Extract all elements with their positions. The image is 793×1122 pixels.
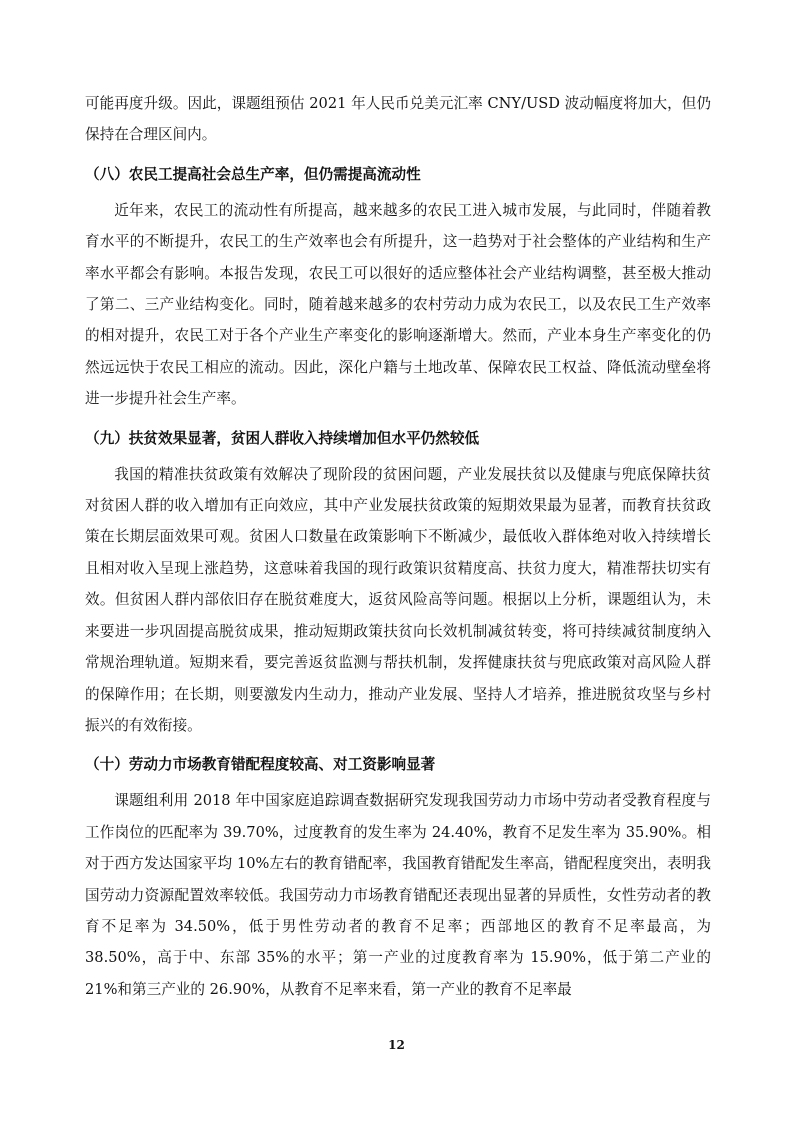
section-heading-10: （十）劳动力市场教育错配程度较高、对工资影响显著 — [85, 756, 436, 774]
section-paragraph-9: 我国的精准扶贫政策有效解决了现阶段的贫困问题，产业发展扶贫以及健康与兜底保障扶贫对贫困人群的收入增加有正向效应，其中产业发展扶贫政策的短期效果最为显著，而教育扶贫政策在长期层面效果可观。贫困人口数量在政策影响下不断减少，最低收入群体绝对收入持续增长且相对收入呈现上涨趋势，这意味着我国的现行政策识贫精度高、扶贫力度大，精准帮扶切实有效。但贫困人群内部依旧存在脱贫难度大，返贫风险高等问题。根据以上分析，课题组认为，未来要进一步巩固提高脱贫成果，推动短期政策扶贫向长效机制减贫转变，将可持续减贫制度纳入常规治理轨道。短期来看，要完善返贫监测与帮扶机制，发挥健康扶贫与兜底政策对高风险人群的保障作用；在长期，则要激发内生动力，推动产业发展、坚持人才培养，推进脱贫攻坚与乡村振兴的有效衔接。 — [85, 465, 711, 734]
section-heading-9: （九）扶贫效果显著，贫困人群收入持续增加但水平仍然较低 — [85, 429, 480, 447]
section-heading-8: （八）农民工提高社会总生产率，但仍需提高流动性 — [85, 165, 421, 183]
page-number: 12 — [388, 1038, 405, 1052]
document-page — [85, 88, 711, 1005]
paragraph-continuation: 可能再度升级。因此，课题组预估 2021 年人民币兑美元汇率 CNY/USD 波动幅度将加大，但仍保持在合理区间内。 — [85, 95, 711, 144]
section-paragraph-10: 课题组利用 2018 年中国家庭追踪调查数据研究发现我国劳动力市场中劳动者受教育程度与工作岗位的匹配率为 39.70%，过度教育的发生率为 24.40%，教育不足发生率为 35.90%。相对于西方发达国家平均 10%左右的教育错配率，我国教育错配发生率高，错配程度突出，表明我国劳动力资源配置效率较低。我国劳动力市场教育错配还表现出显著的异质性，女性劳动者的教育不足率为 34.50%，低于男性劳动者的教育不足率；西部地区的教育不足率最高，为 38.50%，高于中、东部 35%的水平；第一产业的过度教育率为 15.90%，低于第二产业的 21%和第三产业的 26.90%，从教育不足率来看，第一产业的教育不足率最 — [85, 792, 711, 998]
section-paragraph-8: 近年来，农民工的流动性有所提高，越来越多的农民工进入城市发展，与此同时，伴随着教育水平的不断提升，农民工的生产效率也会有所提升，这一趋势对于社会整体的产业结构和生产率水平都会有影响。本报告发现，农民工可以很好的适应整体社会产业结构调整，甚至极大推动了第二、三产业结构变化。同时，随着越来越多的农村劳动力成为农民工，以及农民工生产效率的相对提升，农民工对于各个产业生产率变化的影响逐渐增大。然而，产业本身生产率变化的仍然远远快于农民工相应的流动。因此，深化户籍与土地改革、保障农民工权益、降低流动壁垒将进一步提升社会生产率。 — [85, 201, 711, 408]
